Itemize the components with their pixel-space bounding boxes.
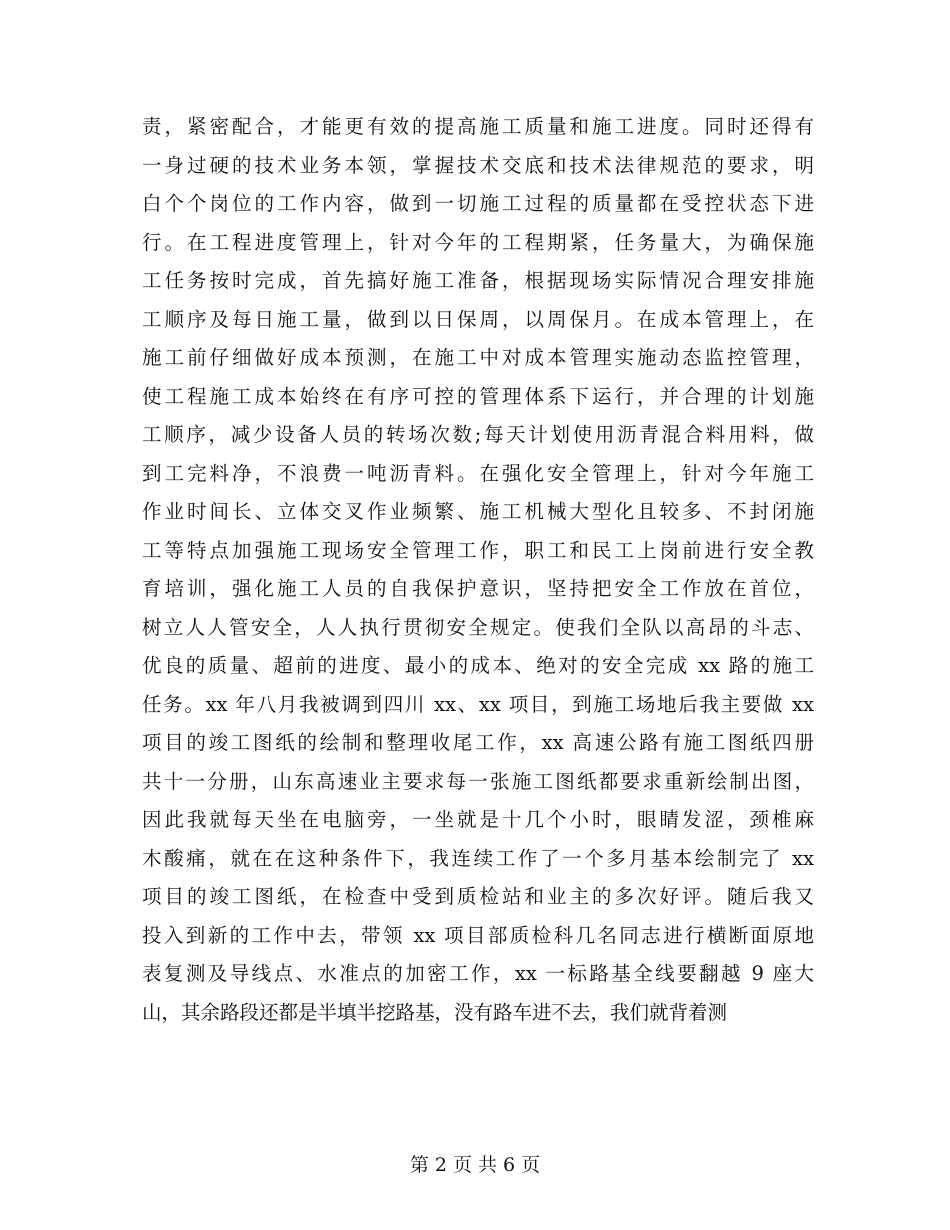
text-line-8: 使工程施工成本始终在有序可控的管理体系下运行，并合理的计划施: [142, 384, 814, 408]
text-line-9: 工顺序，减少设备人员的转场次数;每天计划使用沥青混合料用料，做: [142, 423, 814, 446]
text-line-1: 责，紧密配合，才能更有效的提高施工质量和施工进度。同时还得有: [142, 115, 814, 138]
text-line-24: 山，其余路段还都是半填半挖路基，没有路车进不去，我们就背着测: [142, 1000, 728, 1024]
text-line-13: 育培训，强化施工人员的自我保护意识，坚持把安全工作放在首位，: [142, 577, 814, 600]
text-line-3: 白个个岗位的工作内容，做到一切施工过程的质量都在受控状态下进: [142, 192, 814, 215]
text-line-23: 表复测及导线点、水准点的加密工作，xx 一标路基全线要翻越 9 座大: [142, 962, 814, 985]
text-line-17: 项目的竣工图纸的绘制和整理收尾工作，xx 高速公路有施工图纸四册: [142, 731, 814, 754]
document-body: [142, 108, 814, 1032]
text-line-19: 因此我就每天坐在电脑旁，一坐就是十几个小时，眼睛发涩，颈椎麻: [142, 808, 814, 831]
text-line-12: 工等特点加强施工现场安全管理工作，职工和民工上岗前进行安全教: [142, 538, 814, 562]
text-line-16: 任务。xx 年八月我被调到四川 xx、xx 项目，到施工场地后我主要做 xx: [142, 692, 814, 716]
page-footer: [0, 1150, 950, 1177]
text-line-7: 施工前仔细做好成本预测，在施工中对成本管理实施动态监控管理，: [142, 346, 814, 369]
text-line-11: 作业时间长、立体交叉作业频繁、施工机械大型化且较多、不封闭施: [142, 500, 814, 523]
text-line-20: 木酸痛，就在在这种条件下，我连续工作了一个多月基本绘制完了 xx: [142, 846, 814, 870]
text-line-15: 优良的质量、超前的进度、最小的成本、绝对的安全完成 xx 路的施工: [142, 654, 814, 677]
text-line-14: 树立人人管安全，人人执行贯彻安全规定。使我们全队以高昂的斗志、: [142, 615, 814, 639]
text-line-5: 工任务按时完成，首先搞好施工准备，根据现场实际情况合理安排施: [142, 269, 814, 292]
text-line-18: 共十一分册，山东高速业主要求每一张施工图纸都要求重新绘制出图，: [142, 769, 814, 793]
text-line-6: 工顺序及每日施工量，做到以日保周，以周保月。在成本管理上，在: [142, 307, 814, 331]
text-line-21: 项目的竣工图纸，在检查中受到质检站和业主的多次好评。随后我又: [142, 885, 814, 908]
text-line-10: 到工完料净，不浪费一吨沥青料。在强化安全管理上，针对今年施工: [142, 461, 814, 485]
page-indicator: 第 2 页 共 6 页: [409, 1154, 541, 1176]
text-line-22: 投入到新的工作中去，带领 xx 项目部质检科几名同志进行横断面原地: [142, 923, 814, 947]
text-line-4: 行。在工程进度管理上，针对今年的工程期紧，任务量大，为确保施: [142, 230, 814, 254]
text-line-2: 一身过硬的技术业务本领，掌握技术交底和技术法律规范的要求，明: [142, 153, 814, 177]
